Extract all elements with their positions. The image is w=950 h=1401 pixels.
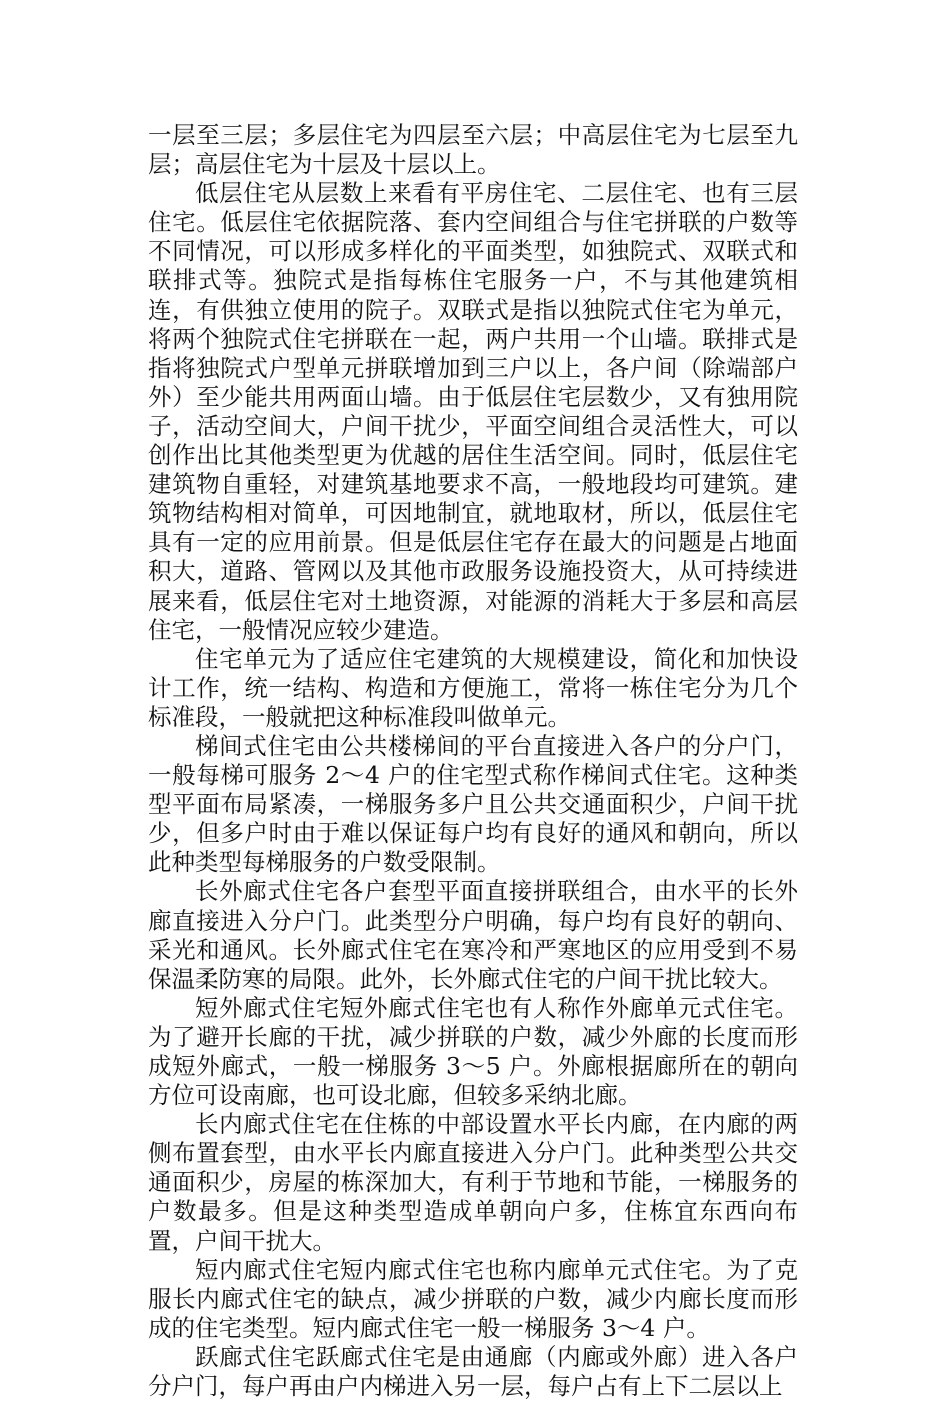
- document-body: [148, 121, 798, 1401]
- paragraph-housing-unit: 住宅单元为了适应住宅建筑的大规模建设，简化和加快设计工作，统一结构、构造和方便施工，常将一栋住宅分为几个标准段，一般就把这种标准段叫做单元。: [148, 644, 798, 731]
- paragraph-skip-corridor: 跃廊式住宅跃廊式住宅是由通廊（内廊或外廊）进入各户分户门，每户再由户内梯进入另一层，每户占有上下二层以上: [148, 1342, 798, 1401]
- paragraph-long-external-corridor: 长外廊式住宅各户套型平面直接拼联组合，由水平的长外廊直接进入分户门。此类型分户明确，每户均有良好的朝向、采光和通风。长外廊式住宅在寒冷和严寒地区的应用受到不易保温柔防寒的局限。此外，长外廊式住宅的户间干扰比较大。: [148, 877, 798, 993]
- paragraph-short-external-corridor: 短外廊式住宅短外廊式住宅也有人称作外廊单元式住宅。为了避开长廊的干扰，减少拼联的户数，减少外廊的长度而形成短外廊式，一般一梯服务 3～5 户。外廊根据廊所在的朝向方位可设南廊，也可设北廊，但较多采纳北廊。: [148, 993, 798, 1110]
- paragraph-stairwell-type: 梯间式住宅由公共楼梯间的平台直接进入各户的分户门，一般每梯可服务 2～4 户的住宅型式称作梯间式住宅。这种类型平面布局紧凑，一梯服务多户且公共交通面积少，户间干扰少，但多户时由于难以保证每户均有良好的通风和朝向，所以此种类型每梯服务的户数受限制。: [148, 731, 798, 877]
- paragraph-long-internal-corridor: 长内廊式住宅在住栋的中部设置水平长内廊，在内廊的两侧布置套型，由水平长内廊直接进入分户门。此种类型公共交通面积少，房屋的栋深加大，有利于节地和节能，一梯服务的户数最多。但是这种类型造成单朝向户多，住栋宜东西向布置，户间干扰大。: [148, 1110, 798, 1255]
- paragraph-short-internal-corridor: 短内廊式住宅短内廊式住宅也称内廊单元式住宅。为了克服长内廊式住宅的缺点，减少拼联的户数，减少内廊长度而形成的住宅类型。短内廊式住宅一般一梯服务 3～4 户。: [148, 1255, 798, 1342]
- paragraph-low-rise-housing: 低层住宅从层数上来看有平房住宅、二层住宅、也有三层住宅。低层住宅依据院落、套内空间组合与住宅拼联的户数等不同情况，可以形成多样化的平面类型，如独院式、双联式和联排式等。独院式是指每栋住宅服务一户，不与其他建筑相连，有供独立使用的院子。双联式是指以独院式住宅为单元，将两个独院式住宅拼联在一起，两户共用一个山墙。联排式是指将独院式户型单元拼联增加到三户以上，各户间（除端部户外）至少能共用两面山墙。由于低层住宅层数少，又有独用院子，活动空间大，户间干扰少，平面空间组合灵活性大，可以创作出比其他类型更为优越的居住生活空间。同时，低层住宅建筑物自重轻，对建筑基地要求不高，一般地段均可建筑。建筑物结构相对简单，可因地制宜，就地取材，所以，低层住宅具有一定的应用前景。但是低层住宅存在最大的问题是占地面积大，道路、管网以及其他市政服务设施投资大，从可持续进展来看，低层住宅对土地资源，对能源的消耗大于多层和高层住宅，一般情况应较少建造。: [148, 179, 798, 644]
- paragraph-floor-definitions: 一层至三层；多层住宅为四层至六层；中高层住宅为七层至九层；高层住宅为十层及十层以上。: [148, 121, 798, 179]
